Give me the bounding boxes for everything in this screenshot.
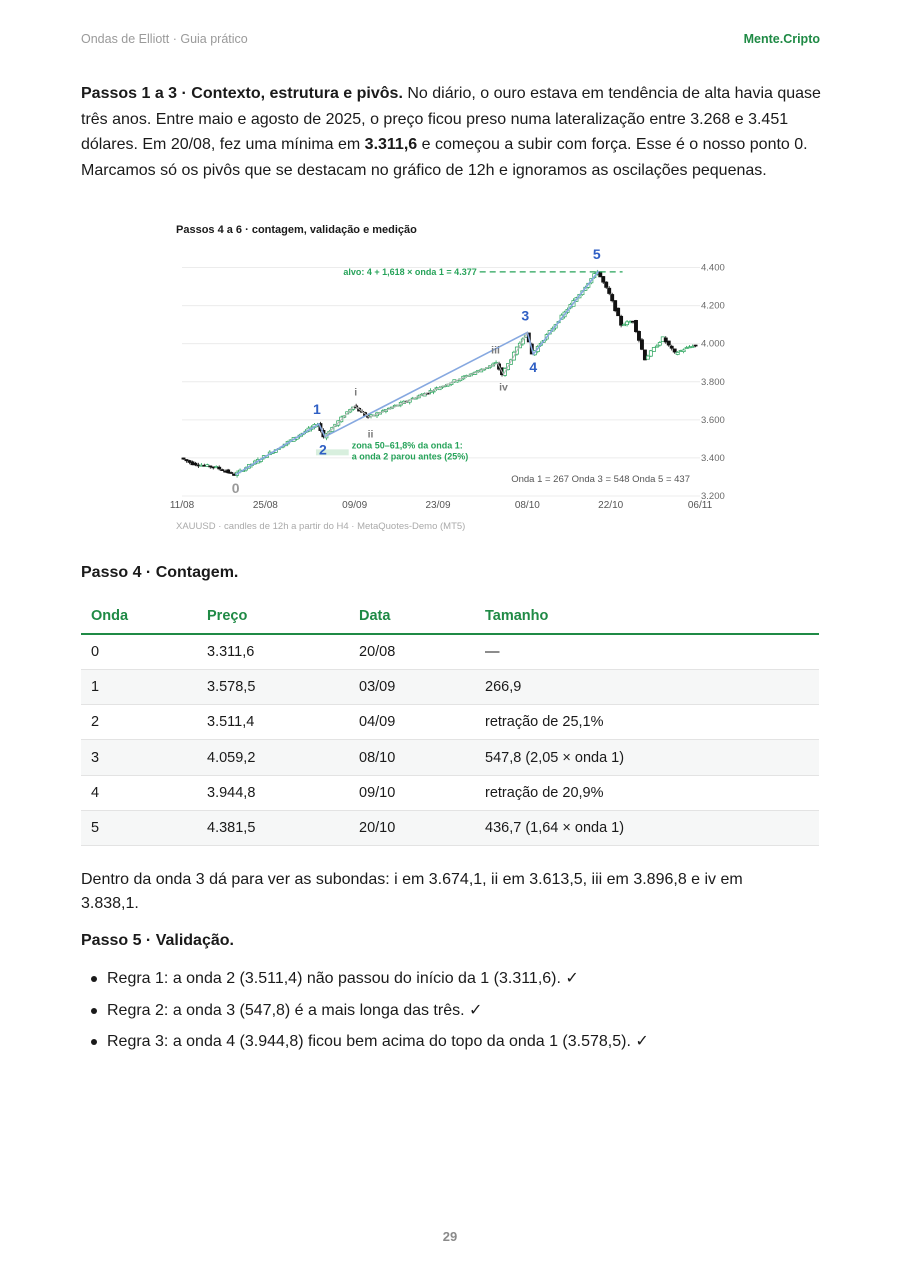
table-header-cell: Tamanho — [475, 598, 819, 634]
step5-heading: Passo 5 · Validação. — [81, 932, 234, 949]
table-header-row — [81, 598, 819, 634]
table-cell: 20/08 — [349, 634, 475, 669]
brand-name: Mente.Cripto — [743, 32, 820, 46]
zone-label: zona 50–61,8% da onda 1: — [351, 440, 463, 451]
candle-body — [602, 276, 605, 282]
candle-body — [658, 342, 661, 345]
candle-body — [218, 467, 221, 469]
candle-body — [673, 349, 676, 352]
table-cell: 4 — [81, 775, 197, 810]
rule-text: Regra 1: a onda 2 (3.511,4) não passou do início da 1 (3.311,6). ✓ — [107, 970, 579, 987]
table-cell: 3.578,5 — [197, 669, 349, 704]
intro-text-a: No diário, o ouro estava em tendência de alta havia quase três anos. Entre maio e agosto de 2025, o preço ficou preso numa lateralização entre 3.268 e 3.451 dólares. Em 20/08, fez uma mínima em — [81, 85, 821, 153]
table-header-cell: Onda — [81, 598, 197, 634]
candle-body — [230, 472, 233, 473]
rule-text: Regra 2: a onda 3 (547,8) é a mais longa das três. ✓ — [107, 1001, 483, 1019]
table-cell: 09/10 — [349, 775, 475, 810]
table-cell: 08/10 — [349, 740, 475, 775]
table-row — [81, 705, 819, 740]
bullet-icon — [91, 976, 97, 982]
table-cell: 266,9 — [475, 669, 819, 704]
table-cell: 20/10 — [349, 810, 475, 845]
candle-body — [221, 470, 224, 471]
table-row — [81, 740, 819, 775]
intro-text-b: e começou a subir com força. Esse é o nosso ponto 0. Marcamos só os pivôs que se destacam no gráfico de 12h e ignoramos as oscilações pequenas. — [81, 136, 808, 179]
rule-text: Regra 3: a onda 4 (3.944,8) ficou bem acima do topo da onda 1 (3.578,5). ✓ — [107, 1033, 649, 1050]
table-row — [81, 669, 819, 704]
y-tick-label: 3.400 — [701, 452, 725, 464]
table-cell: 03/09 — [349, 669, 475, 704]
x-tick-label: 22/10 — [598, 500, 624, 511]
table-cell: 3.511,4 — [197, 705, 349, 740]
page-number: 29 — [442, 1229, 458, 1244]
pivot-label: iii — [491, 344, 500, 357]
pivot-label: 0 — [231, 479, 240, 496]
table-cell: 4.381,5 — [197, 810, 349, 845]
candle-body — [611, 294, 614, 300]
validation-rules-list — [81, 963, 801, 1058]
subwaves-paragraph: Dentro da onda 3 dá para ver as subondas: i em 3.674,1, ii em 3.613,5, iii em 3.896,8 e iv em 3.838,1. — [81, 871, 743, 912]
intro-lead: Passos 1 a 3 · Contexto, estrutura e pivôs. — [81, 85, 403, 102]
step4-heading: Passo 4 · Contagem. — [81, 564, 239, 581]
pivot-label: 1 — [313, 400, 321, 417]
candle-body — [667, 341, 670, 345]
y-tick-label: 4.200 — [701, 300, 725, 312]
zone-label: a onda 2 parou antes (25%) — [351, 451, 469, 462]
pivot-label: 3 — [521, 307, 530, 324]
candle-body — [634, 320, 637, 331]
table-cell: retração de 20,9% — [475, 775, 819, 810]
candle-body — [694, 345, 697, 346]
x-tick-label: 23/09 — [425, 500, 451, 511]
table-cell: 3 — [81, 740, 197, 775]
table-cell: 4.059,2 — [197, 740, 349, 775]
candle-body — [605, 282, 608, 287]
pivot-label: 5 — [592, 246, 601, 263]
bullet-icon — [91, 1039, 97, 1045]
elliott-wave-chart — [170, 218, 730, 538]
x-tick-label: 06/11 — [687, 500, 713, 511]
list-item — [81, 1026, 801, 1058]
table-cell: — — [475, 634, 819, 669]
x-tick-label: 11/08 — [170, 500, 195, 511]
chart-source: XAUUSD · candles de 12h a partir do H4 · MetaQuotes-Demo (MT5) — [176, 521, 466, 532]
y-tick-label: 3.200 — [701, 491, 725, 502]
table-row — [81, 775, 819, 810]
candle-body — [682, 350, 685, 352]
candle-body — [655, 346, 658, 347]
candle-body — [182, 458, 185, 459]
table-cell: 5 — [81, 810, 197, 845]
pivot-label: iv — [499, 381, 508, 394]
candle-body — [640, 340, 643, 350]
list-item — [81, 963, 801, 995]
candle-body — [670, 346, 673, 348]
table-cell: 436,7 (1,64 × onda 1) — [475, 810, 819, 845]
y-tick-label: 4.000 — [701, 338, 725, 350]
book-title: Ondas de Elliott · Guia prático — [81, 32, 248, 46]
table-cell: 547,8 (2,05 × onda 1) — [475, 740, 819, 775]
table-cell: 04/09 — [349, 705, 475, 740]
bullet-icon — [91, 1008, 97, 1014]
y-tick-label: 3.800 — [701, 376, 725, 388]
x-tick-label: 08/10 — [514, 500, 540, 511]
pivot-label: i — [354, 386, 358, 399]
target-label: alvo: 4 + 1,618 × onda 1 = 4.377 — [343, 266, 477, 277]
candle-body — [646, 356, 649, 359]
table-cell: 2 — [81, 705, 197, 740]
candle-body — [608, 288, 611, 293]
candle-body — [652, 347, 655, 351]
candle-body — [637, 331, 640, 340]
table-header-cell: Data — [349, 598, 475, 634]
y-tick-label: 4.400 — [701, 262, 725, 274]
y-tick-label: 3.600 — [701, 414, 725, 426]
pivot-label: 2 — [318, 441, 327, 458]
table-cell: 1 — [81, 669, 197, 704]
candle-body — [691, 346, 694, 347]
x-tick-label: 09/09 — [342, 500, 368, 511]
table-cell: retração de 25,1% — [475, 705, 819, 740]
running-header — [81, 32, 820, 48]
candle-body — [617, 308, 620, 316]
table-header-cell: Preço — [197, 598, 349, 634]
table-cell: 3.311,6 — [197, 634, 349, 669]
wave-count-table — [81, 598, 819, 846]
table-cell: 0 — [81, 634, 197, 669]
intro-low-price: 3.311,6 — [364, 136, 418, 153]
pivot-label: 4 — [529, 359, 538, 376]
intro-paragraph — [81, 81, 821, 183]
list-item — [81, 995, 801, 1027]
candle-body — [620, 316, 623, 325]
x-tick-label: 25/08 — [252, 500, 278, 511]
candle-body — [676, 352, 679, 354]
chart-title: Passos 4 a 6 · contagem, validação e medição — [176, 224, 417, 236]
table-row — [81, 634, 819, 669]
table-row — [81, 810, 819, 845]
table-cell: 3.944,8 — [197, 775, 349, 810]
pivot-label: ii — [367, 428, 374, 441]
wave-sizes-note: Onda 1 = 267 Onda 3 = 548 Onda 5 = 437 — [511, 474, 690, 485]
